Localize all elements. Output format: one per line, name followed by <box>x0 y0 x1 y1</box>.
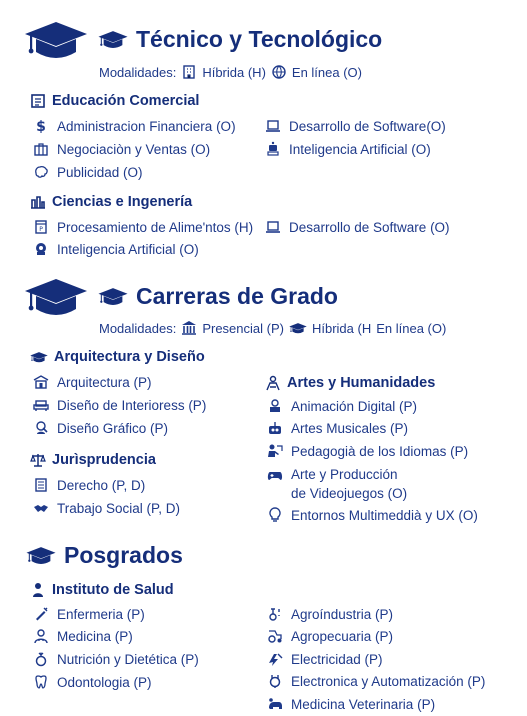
group-title-salud: Instituto de Salud <box>30 582 174 598</box>
music-icon <box>267 420 283 436</box>
robot-icon <box>265 141 281 157</box>
teacher-icon <box>267 443 283 459</box>
graduation-cap-icon <box>289 322 307 335</box>
scales-icon <box>30 452 46 468</box>
graduation-cap-icon <box>26 545 56 567</box>
book-icon <box>33 477 49 493</box>
program-item[interactable]: Trabajo Social (P, D) <box>33 500 180 516</box>
svg-text:P: P <box>39 226 43 233</box>
tractor-icon <box>267 628 283 644</box>
program-item[interactable]: Desarrollo de Software (O) <box>265 219 450 235</box>
program-item[interactable]: Diseño de Interioress (P) <box>33 397 206 413</box>
program-item[interactable]: Animación Digital (P) <box>267 398 417 414</box>
program-item[interactable]: Agropecuaria (P) <box>267 628 393 644</box>
gamepad-icon <box>267 467 283 483</box>
program-item[interactable]: Desarrollo de Software(O) <box>265 118 446 134</box>
modality-hybrid: Híbrida (H <box>311 320 372 336</box>
building-icon <box>181 64 197 80</box>
svg-text:$: $ <box>36 119 46 134</box>
section-header-tecnico <box>98 26 382 53</box>
group-title-artes: Artes y Humanidades <box>265 375 435 391</box>
pencil-ruler-icon <box>33 374 49 390</box>
section-title: Carreras de Grado <box>136 283 338 309</box>
graduation-cap-icon <box>98 286 128 308</box>
program-item[interactable]: Publicidad (O) <box>33 164 143 180</box>
modalities-label: Modalidades: <box>99 64 177 80</box>
section-title: Posgrados <box>64 542 183 568</box>
bolt-icon <box>267 651 283 667</box>
palette-icon <box>265 375 281 391</box>
program-item[interactable]: Derecho (P, D) <box>33 477 145 493</box>
institution-icon <box>181 320 197 336</box>
pen-nib-icon <box>33 420 49 436</box>
food-processor-icon <box>33 219 49 235</box>
medical-icon <box>30 582 46 598</box>
section-header-grado <box>98 283 338 310</box>
program-item[interactable]: Inteligencia Artificial (O) <box>265 141 431 157</box>
section-title: Técnico y Tecnológico <box>136 26 383 52</box>
modality-online: En línea (O) <box>376 320 447 336</box>
ai-head-icon <box>33 241 49 257</box>
program-item[interactable]: Electronica y Automatización (P) <box>267 673 485 689</box>
graduation-cap-icon <box>24 20 88 62</box>
program-item[interactable]: Electricidad (P) <box>267 651 383 667</box>
program-item[interactable]: Medicina Veterinaria (P) <box>267 696 435 712</box>
briefcase-icon <box>33 141 49 157</box>
tooth-icon <box>33 674 49 690</box>
animation-icon <box>267 398 283 414</box>
modality-hybrid: Híbrida (H) <box>202 64 266 80</box>
circuit-icon <box>267 673 283 689</box>
group-title-ciencias: Ciencias e Ingenería <box>30 194 192 210</box>
sofa-icon <box>33 397 49 413</box>
program-item[interactable]: Odontologia (P) <box>33 674 152 690</box>
dollar-icon <box>33 118 49 134</box>
section-header-posgrados <box>26 542 183 569</box>
program-item[interactable]: $ Administracion Financiera (O) <box>33 118 236 134</box>
group-title-juris: Jurìsprudencia <box>30 452 156 468</box>
modalities-row <box>99 64 362 80</box>
group-title-arquitectura: Arquitectura y Diseño <box>30 349 205 365</box>
brain-icon <box>33 164 49 180</box>
graduation-cap-icon <box>30 351 48 364</box>
lightbulb-icon <box>267 507 283 523</box>
program-item[interactable]: Arquitectura (P) <box>33 374 152 390</box>
program-item[interactable]: Artes Musicales (P) <box>267 420 408 436</box>
handshake-icon <box>33 500 49 516</box>
program-item[interactable]: Diseño Gráfico (P) <box>33 420 168 436</box>
program-item[interactable]: Pedagogià de los Idiomas (P) <box>267 443 468 459</box>
program-item[interactable]: Negociaciòn y Ventas (O) <box>33 141 210 157</box>
plant-icon <box>267 606 283 622</box>
program-item[interactable]: Enfermeria (P) <box>33 606 145 622</box>
program-item[interactable]: Agroíndustria (P) <box>267 606 393 622</box>
modalities-row <box>99 320 446 336</box>
program-item[interactable]: Inteligencia Artificial (O) <box>33 241 199 257</box>
program-item[interactable]: Arte y Producción de Videojuegos (O) <box>267 465 407 503</box>
graduation-cap-icon <box>24 277 88 319</box>
program-item[interactable]: P Procesamiento de Alime'ntos (H) <box>33 219 253 235</box>
group-title-comercial: Educación Comercial <box>30 93 199 109</box>
laptop-icon <box>265 219 281 235</box>
program-item[interactable]: Nutrición y Dietética (P) <box>33 651 199 667</box>
globe-icon <box>271 64 287 80</box>
ledger-icon <box>30 93 46 109</box>
chemistry-icon <box>30 194 46 210</box>
vet-icon <box>267 696 283 712</box>
modality-presencial: Presencial (P) <box>202 320 284 336</box>
apple-icon <box>33 651 49 667</box>
program-item[interactable]: Medicina (P) <box>33 628 133 644</box>
doctor-icon <box>33 628 49 644</box>
graduation-cap-icon <box>98 29 128 51</box>
laptop-icon <box>265 118 281 134</box>
program-item[interactable]: Entornos Multimeddià y UX (O) <box>267 507 478 523</box>
syringe-icon <box>33 606 49 622</box>
modality-online: En línea (O) <box>291 64 362 80</box>
modalities-label: Modalidades: <box>99 320 177 336</box>
